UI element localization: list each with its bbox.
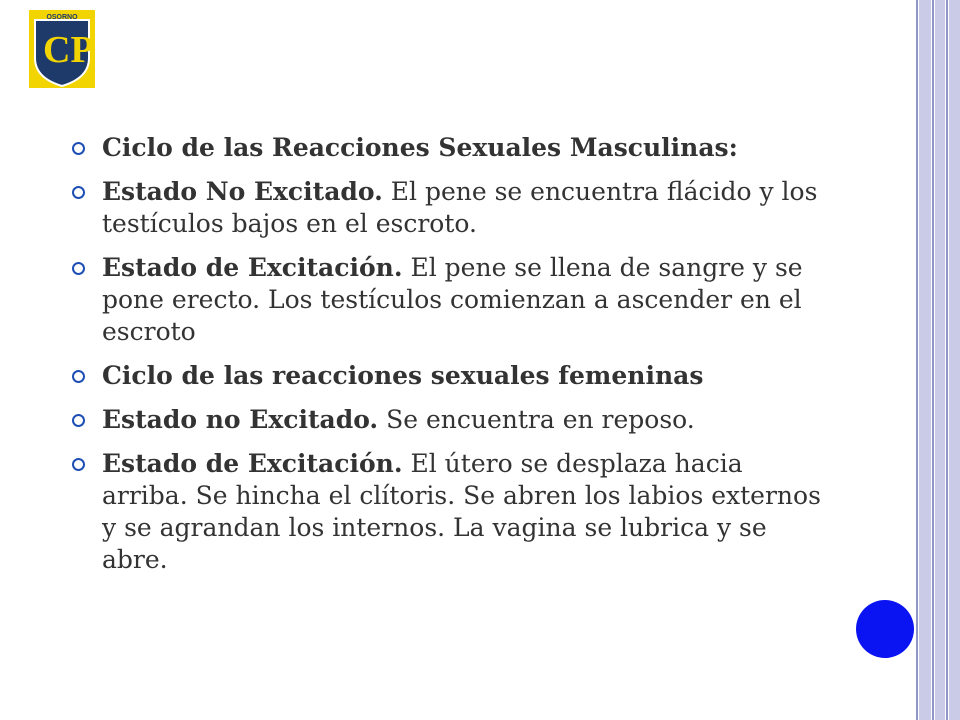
bullet-bold: Estado no Excitado. xyxy=(102,405,379,434)
bullet-circle-icon xyxy=(72,458,85,471)
shield-logo-icon xyxy=(29,10,95,88)
side-stripe xyxy=(935,0,945,720)
bullet-circle-icon xyxy=(72,262,85,275)
bullet-item xyxy=(72,252,832,348)
bullet-item xyxy=(72,176,832,240)
bullet-item xyxy=(72,448,832,576)
side-stripe xyxy=(949,0,960,720)
bullet-text: Se encuentra en reposo. xyxy=(378,405,695,434)
bullet-item xyxy=(72,132,832,164)
right-decorative-bars xyxy=(916,0,960,720)
school-logo xyxy=(29,10,95,88)
logo-monogram: CP xyxy=(43,29,94,71)
bullet-item xyxy=(72,360,832,392)
bullet-circle-icon xyxy=(72,414,85,427)
side-stripe xyxy=(946,0,948,720)
bullet-circle-icon xyxy=(72,186,85,199)
bullet-bold: Ciclo de las Reacciones Sexuales Masculinas: xyxy=(102,133,738,162)
bullet-bold: Ciclo de las reacciones sexuales femeninas xyxy=(102,361,704,390)
content-bullet-list xyxy=(72,132,832,588)
bullet-bold: Estado de Excitación. xyxy=(102,253,403,282)
bullet-text: El pene se llena de sangre y se pone erecto. Los testículos comienzan a ascender en el escroto xyxy=(102,253,803,346)
logo-word: OSORNO xyxy=(46,14,78,21)
decorative-blue-circle xyxy=(856,600,914,658)
side-stripe xyxy=(919,0,931,720)
side-stripe xyxy=(932,0,934,720)
side-stripe xyxy=(916,0,918,720)
bullet-bold: Estado de Excitación. xyxy=(102,449,403,478)
bullet-circle-icon xyxy=(72,370,85,383)
bullet-text: El útero se desplaza hacia arriba. Se hincha el clítoris. Se abren los labios externos y se agrandan los internos. La vagina se lubrica y se abre. xyxy=(102,449,821,574)
bullet-text: El pene se encuentra flácido y los testículos bajos en el escroto. xyxy=(102,177,818,238)
bullet-bold: Estado No Excitado. xyxy=(102,177,383,206)
bullet-circle-icon xyxy=(72,142,85,155)
bullet-item xyxy=(72,404,832,436)
